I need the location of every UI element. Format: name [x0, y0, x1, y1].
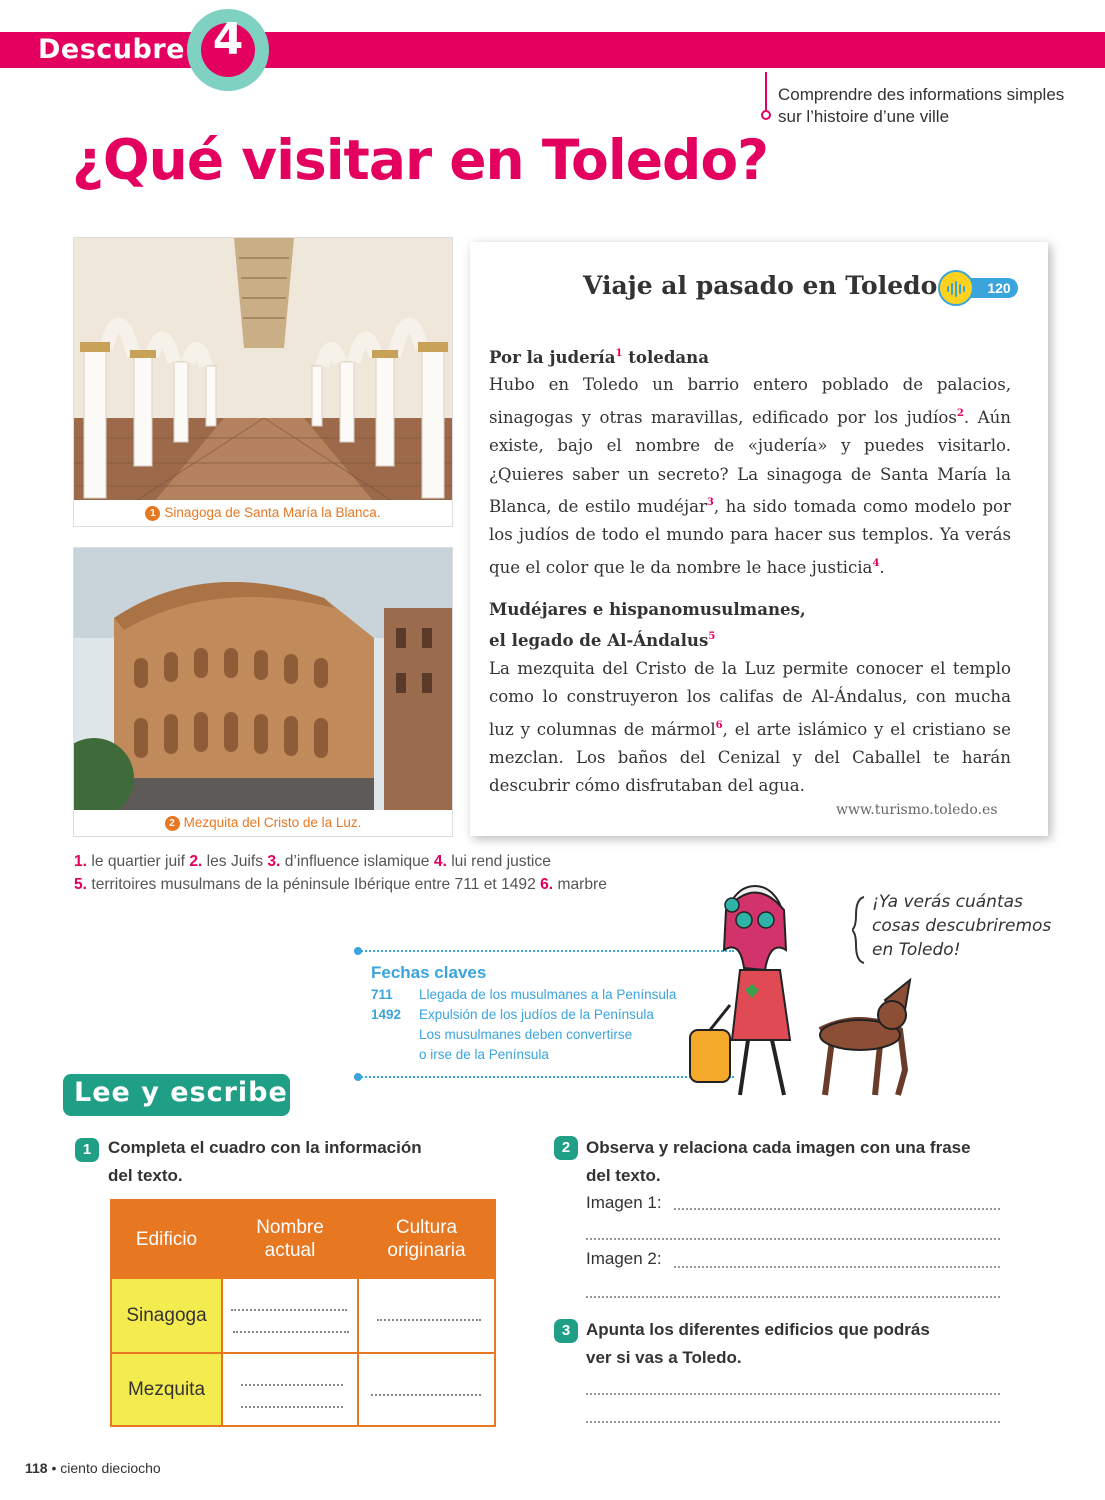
photo-mosque [73, 547, 453, 837]
photo-synagogue [73, 237, 453, 527]
article-section-2 [489, 595, 1011, 801]
image-1-label: Imagen 1: [586, 1193, 662, 1212]
mosque-illustration [74, 548, 453, 812]
table-header-origin-culture: Cultura originaria [359, 1201, 494, 1279]
section-2-text: La mezquita del Cristo de la Luz permite conocer el templo como lo construyeron los califas de Al-Ándalus, con mucha luz y columnas de mármol$^6$, el arte islámico y el cristiano se mezclan. Los baños del Cenizal y del Caballel te harán descubrir cómo disfrutaban del agua. [489, 658, 1012, 796]
exercise-1-number: 1 [75, 1138, 99, 1162]
exercise-1-instruction: Completa el cuadro con la información del texto. [108, 1138, 422, 1185]
exercise-2-instruction: Observa y relaciona cada imagen con una frase del texto. [586, 1138, 971, 1185]
photo-caption-1 [74, 500, 452, 526]
objective-marker-dot [761, 110, 771, 120]
audio-track-button[interactable] [938, 270, 1020, 306]
table-cell-mosque-culture[interactable] [359, 1354, 494, 1425]
section-1-text: Hubo en Toledo un barrio entero poblado de palacios, sinagogas y otras maravillas, edificado por los judíos$^2$. Aún existe, bajo el nombre de «judería» y puedes visitarlo. ¿Quieres saber un secreto? La sinagoga de Santa María la Blanca, de estilo mudéjar$^3$, ha sido tomada como modelo por los judíos de todo el mundo para hacer sus templos. Ya verás que el color que le da nombre le hace justicia$^4$. [489, 375, 1011, 577]
photo-caption-2 [74, 810, 452, 836]
image-2-answer-line-2[interactable] [586, 1296, 1000, 1298]
image-1-answer-line-2[interactable] [586, 1238, 1000, 1240]
speech-bracket [852, 895, 866, 965]
table-cell-mosque-name[interactable] [223, 1354, 359, 1425]
caption-text: Sinagoga de Santa María la Blanca. [164, 505, 381, 520]
unit-number: 4 [212, 14, 244, 65]
image-2-answer-line[interactable] [674, 1266, 1000, 1268]
exercise-3-answer-line-2[interactable] [586, 1421, 1000, 1423]
page-number: 118 • ciento dieciocho [25, 1460, 161, 1476]
section-label: Descubre [38, 34, 185, 65]
image-1-answer-line[interactable] [674, 1208, 1000, 1210]
table-row-label-synagogue: Sinagoga [112, 1279, 223, 1354]
footnotes [74, 850, 607, 896]
synagogue-illustration [74, 238, 453, 502]
learning-objective: Comprendre des informations simples sur l’histoire d’une ville [778, 85, 1065, 126]
table-cell-synagogue-culture[interactable] [359, 1279, 494, 1354]
exercise-2-number: 2 [554, 1136, 578, 1160]
table-cell-synagogue-name[interactable] [223, 1279, 359, 1354]
page-title: ¿Qué visitar en Toledo? [72, 128, 769, 192]
completion-table [110, 1199, 496, 1427]
article-section-1 [489, 340, 1011, 582]
audio-track-number: 120 [987, 280, 1011, 296]
speech-bubble: ¡Ya verás cuántas cosas descubriremos en Toledo! [872, 892, 1052, 960]
caption-number: 2 [165, 816, 180, 831]
footnotes-line-2: 5. territoires musulmans de la péninsule Ibérique entre 711 et 1492 6. marbre [74, 876, 607, 893]
objective-marker-line [765, 72, 767, 114]
article-source: www.turismo.toledo.es [836, 802, 998, 818]
exercise-3-answer-line-1[interactable] [586, 1393, 1000, 1395]
section-1-heading: Por la judería$^1$ toledana [489, 347, 709, 367]
table-header-current-name: Nombre actual [223, 1201, 359, 1279]
exercise-3-number: 3 [554, 1319, 578, 1343]
table-header-building: Edificio [112, 1201, 223, 1279]
section-2-heading-line-2: el legado de Al-Ándalus$^5$ [489, 630, 716, 651]
caption-number: 1 [145, 506, 160, 521]
key-dates-title: Fechas claves [371, 963, 487, 982]
article-title: Viaje al pasado en Toledo [583, 271, 938, 300]
image-2-label: Imagen 2: [586, 1249, 662, 1268]
sound-wave-icon [946, 281, 968, 297]
audio-icon [938, 270, 974, 306]
exercise-3-instruction: Apunta los diferentes edificios que podrás ver si vas a Toledo. [586, 1320, 930, 1367]
footnotes-line-1: 1. le quartier juif 2. les Juifs 3. d’influence islamique 4. lui rend justice [74, 853, 551, 870]
section-2-heading-line-1: Mudéjares e hispanomusulmanes, [489, 599, 806, 619]
caption-text: Mezquita del Cristo de la Luz. [183, 815, 362, 830]
table-row-label-mosque: Mezquita [112, 1354, 223, 1425]
activity-banner-label: Lee y escribe [74, 1077, 288, 1108]
